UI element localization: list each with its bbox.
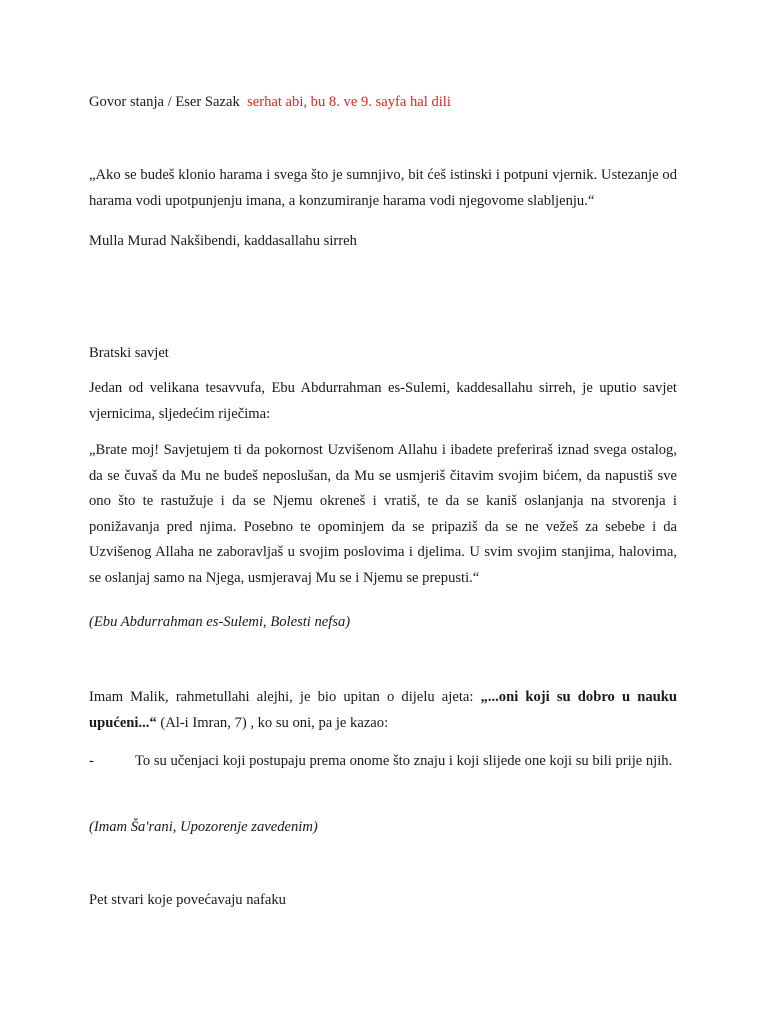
section2-intro — [89, 685, 677, 736]
section2-intro-start: Imam Malik, rahmetullahi alejhi, je bio upitan o dijelu ajeta: — [89, 689, 481, 705]
section2-intro-end: (Al-i Imran, 7) , ko su oni, pa je kazao: — [156, 714, 389, 731]
list-dash: - — [89, 753, 94, 769]
section1-quote: „Brate moj! Savjetujem ti da pokornost Uzvišenom Allahu i ibadete preferiraš iznad svega ostalog, da se čuvaš da Mu ne budeš neposlušan, da Mu se usmjeriš čitavim svojim bićem, da napustiš sve ono što te rastužuje i da se Njemu okreneš i vratiš, te da se kaniš oslanjanja na stvorenja i ponižavanja pred njima. Posebno te opominjem da se pripaziš da se ne vežeš za sebebe i da Uzvišenog Allaha ne zaboravljaš u svojim poslovima i djelima. U svim svojim stanjima, halovima, se oslanjaj samo na Njega, usmjeravaj Mu se i Njemu se prepusti.“ — [89, 442, 677, 586]
document-title-line — [89, 90, 677, 116]
section1-intro: Jedan od velikana tesavvufa, Ebu Abdurrahman es-Sulemi, kaddesallahu sirreh, je uputio savjet vjernicima, sljedećim riječima: — [89, 380, 677, 422]
opening-quote: „Ako se budeš klonio harama i svega što je sumnjivo, bit ćeš istinski i potpuni vjernik. Ustezanje od harama vodi upotpunjenju imana, a konzumiranje harama vodi njegovome slabljenju.“ — [89, 167, 677, 209]
section2-source: (Imam Ša'rani, Upozorenje zavedenim) — [89, 819, 318, 835]
section1-source: (Ebu Abdurrahman es-Sulemi, Bolesti nefsa) — [89, 614, 351, 630]
opening-quote-author: Mulla Murad Nakšibendi, kaddasallahu sirreh — [89, 233, 357, 249]
document-title: Govor stanja / Eser Sazak — [89, 94, 240, 110]
section-heading-bratski-savjet: Bratski savjet — [89, 345, 169, 361]
section-heading-pet-stvari: Pet stvari koje povećavaju nafaku — [89, 892, 286, 908]
reviewer-note: serhat abi, bu 8. ve 9. sayfa hal dili — [247, 94, 451, 110]
list-item-text: To su učenjaci koji postupaju prema onome što znaju i koji slijede one koji su bili prije njih. — [135, 753, 673, 769]
ayah-citation: „...oni koji su dobro u nauku upućeni...“ — [89, 689, 677, 731]
list-item — [89, 749, 677, 775]
